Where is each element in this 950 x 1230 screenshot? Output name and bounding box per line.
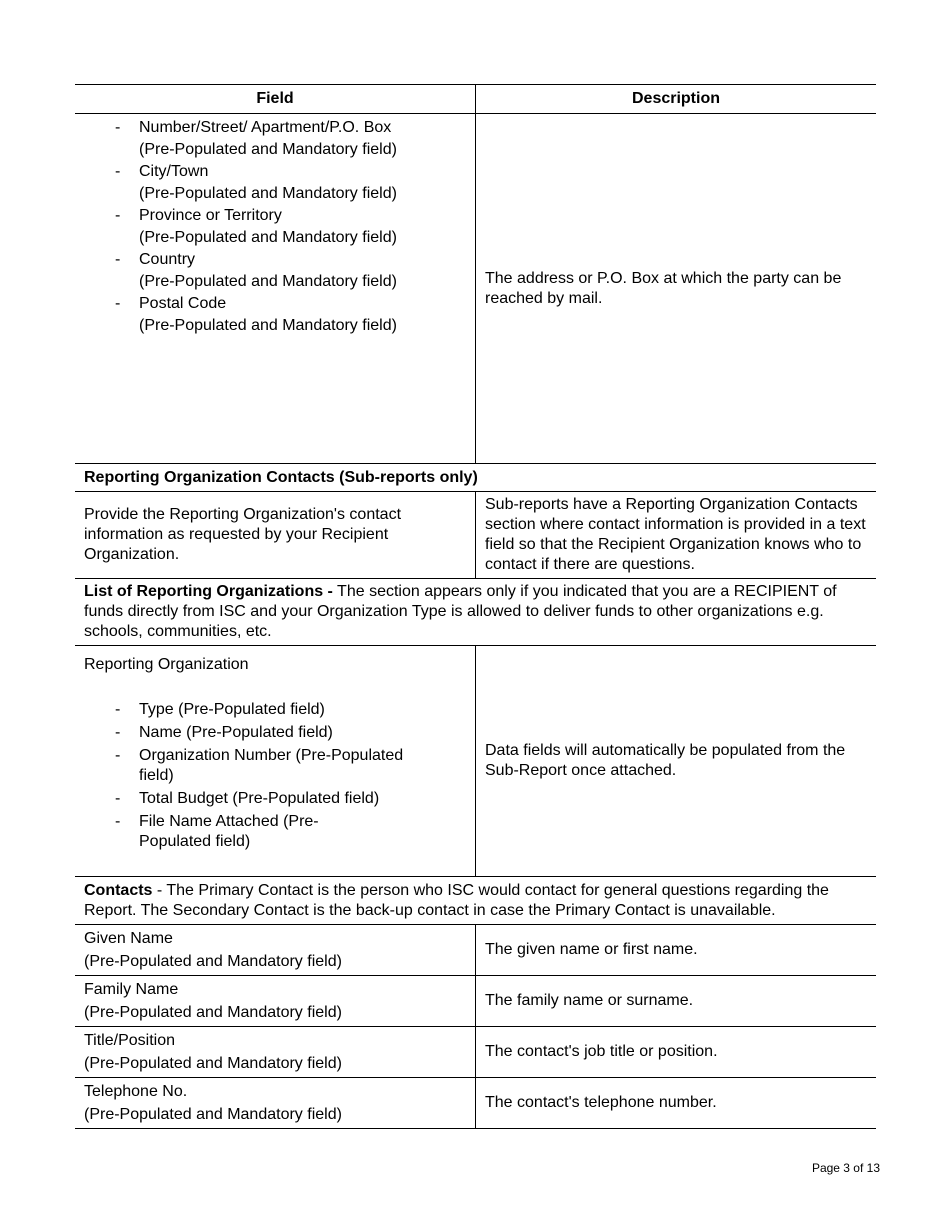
list-item: - Name (Pre-Populated field): [115, 724, 333, 741]
page-number: Page 3 of 13: [811, 1161, 880, 1175]
table-row: [75, 1027, 876, 1078]
description-cell: The given name or first name.: [476, 925, 877, 976]
field-note: (Pre-Populated and Mandatory field): [84, 1105, 342, 1123]
item-label: Total Budget (Pre-Populated field): [139, 790, 380, 807]
list-item: - Total Budget (Pre-Populated field): [115, 790, 380, 807]
field-label: Given Name: [84, 929, 173, 947]
item-label: Type (Pre-Populated field): [139, 701, 325, 718]
section-text: The section appears only if you indicated that you are a RECIPIENT of funds directly from ISC and your Organization Type is allowed to deliver funds to other organizations e.g. schools, communities, etc.: [84, 583, 837, 640]
field-note: (Pre-Populated and Mandatory field): [84, 1054, 342, 1072]
item-note: (Pre-Populated and Mandatory field): [139, 185, 397, 202]
field-description-table: [75, 84, 876, 1129]
section-heading-row: [75, 464, 876, 492]
item-label: File Name Attached (Pre-Populated field): [139, 813, 319, 850]
field-cell: Provide the Reporting Organization's contact information as requested by your Recipient Organization.: [75, 492, 476, 579]
field-label: Family Name: [84, 980, 179, 998]
item-label: Number/Street/ Apartment/P.O. Box: [139, 119, 392, 136]
table-row: [75, 646, 876, 877]
section-heading: Reporting Organization Contacts (Sub-reports only): [84, 468, 478, 486]
address-field-list: [84, 118, 466, 336]
address-description: The address or P.O. Box at which the party can be reached by mail.: [476, 114, 877, 464]
list-item: - Organization Number (Pre-Populated field): [115, 747, 404, 784]
field-note: (Pre-Populated and Mandatory field): [84, 1003, 342, 1021]
item-note: (Pre-Populated and Mandatory field): [139, 273, 397, 290]
field-note: (Pre-Populated and Mandatory field): [84, 952, 342, 970]
item-note: (Pre-Populated and Mandatory field): [139, 141, 397, 158]
description-cell: The family name or surname.: [476, 976, 877, 1027]
section-heading: List of Reporting Organizations -: [84, 583, 333, 600]
header-description: Description: [476, 85, 877, 114]
header-field: Field: [75, 85, 476, 114]
list-item: - Province or Territory (Pre-Populated and Mandatory field): [115, 206, 466, 248]
table-row: [75, 925, 876, 976]
description-cell: Data fields will automatically be populated from the Sub-Report once attached.: [476, 646, 877, 877]
list-item: - Number/Street/ Apartment/P.O. Box (Pre-Populated and Mandatory field): [115, 118, 466, 160]
item-label: City/Town: [139, 163, 209, 180]
list-item: - City/Town (Pre-Populated and Mandatory field): [115, 162, 466, 204]
table-row-address: [75, 114, 876, 464]
section-text: - The Primary Contact is the person who ISC would contact for general questions regarding the Report. The Secondary Contact is the back-up contact in case the Primary Contact is unavailable.: [84, 881, 829, 919]
field-label: Title/Position: [84, 1031, 175, 1049]
description-cell: The contact's telephone number.: [476, 1078, 877, 1129]
list-item: - Country (Pre-Populated and Mandatory field): [115, 250, 466, 292]
table-row: [75, 1078, 876, 1129]
item-label: Country: [139, 251, 196, 268]
description-cell: Sub-reports have a Reporting Organization Contacts section where contact information is provided in a text field so that the Recipient Organization knows who to contact if there are questions.: [476, 492, 877, 579]
list-item: - Type (Pre-Populated field): [115, 701, 325, 718]
section-heading: Contacts: [84, 881, 153, 899]
item-note: (Pre-Populated and Mandatory field): [139, 229, 397, 246]
field-label: Telephone No.: [84, 1082, 188, 1100]
description-cell: The contact's job title or position.: [476, 1027, 877, 1078]
reporting-org-field-list: [84, 700, 466, 858]
section-heading-row: [75, 579, 876, 646]
item-label: Name (Pre-Populated field): [139, 724, 333, 741]
field-title: Reporting Organization: [84, 656, 249, 673]
list-item: - File Name Attached (Pre-Populated field): [115, 813, 319, 850]
list-item: - Postal Code (Pre-Populated and Mandatory field): [115, 294, 466, 336]
item-label: Postal Code: [139, 295, 227, 312]
item-note: (Pre-Populated and Mandatory field): [139, 317, 397, 334]
table-header-row: [75, 85, 876, 114]
table-row: [75, 976, 876, 1027]
item-label: Organization Number (Pre-Populated field): [139, 747, 404, 784]
item-label: Province or Territory: [139, 207, 282, 224]
table-row: [75, 492, 876, 579]
section-heading-row: [75, 877, 876, 925]
